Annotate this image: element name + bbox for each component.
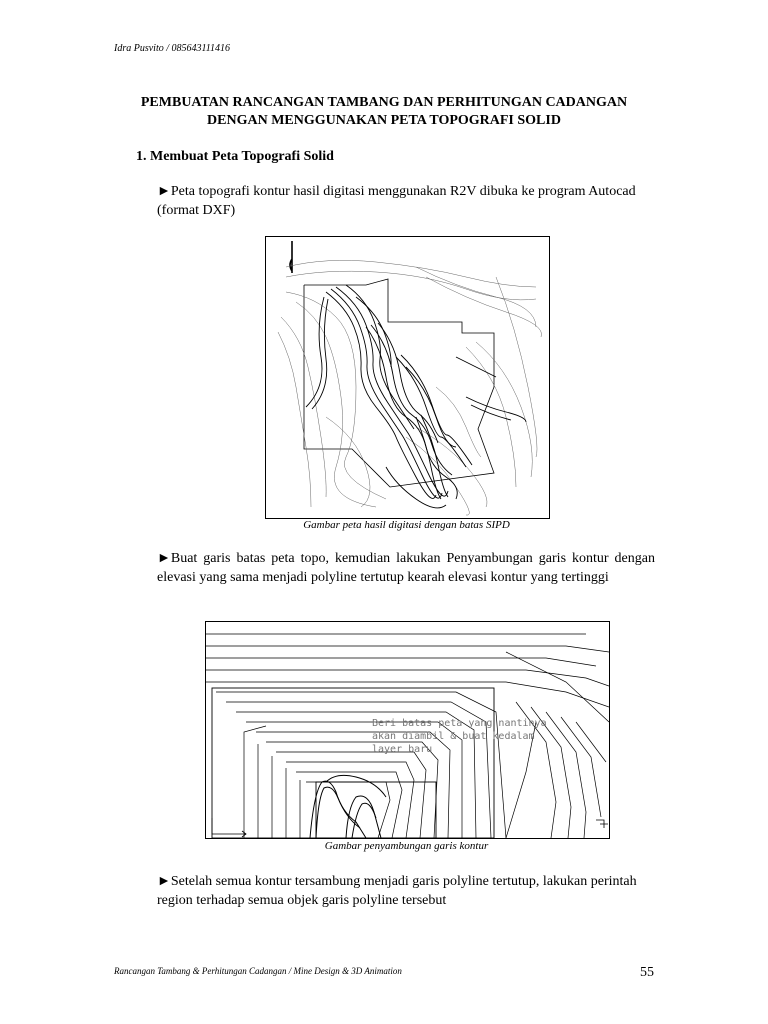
section-heading: 1. Membuat Peta Topografi Solid — [136, 149, 334, 164]
paragraph-3: ►Setelah semua kontur tersambung menjadi garis polyline tertutup, lakukan perintah region terhadap semua objek garis polyline tersebut — [157, 874, 637, 908]
page-title — [100, 94, 668, 130]
page-title-line-1: PEMBUATAN RANCANGAN TAMBANG DAN PERHITUNGAN CADANGAN — [140, 95, 628, 110]
figure-1-caption: Gambar peta hasil digitasi dengan batas SIPD — [303, 519, 510, 531]
digitized-map-drawing — [266, 237, 549, 518]
annotation-line-1: Beri batas peta yang nantinya — [372, 718, 547, 729]
paragraph-1: ►Peta topografi kontur hasil digitasi menggunakan R2V dibuka ke program Autocad (format DXF) — [157, 184, 636, 218]
annotation-line-3: layer baru — [372, 744, 433, 755]
figure-contour-joining — [205, 621, 610, 839]
figure-digitized-map — [265, 236, 550, 519]
footer-text: Rancangan Tambang & Perhitungan Cadangan / Mine Design & 3D Animation — [114, 966, 402, 976]
annotation-line-2: akan diambil & buat kedalam — [372, 731, 535, 742]
page-title-line-2: DENGAN MENGGUNAKAN PETA TOPOGRAFI SOLID — [207, 113, 561, 128]
paragraph-2: ►Buat garis batas peta topo, kemudian lakukan Penyambungan garis kontur dengan elevasi yang sama menjadi polyline tertutup kearah elevasi kontur yang tertinggi — [157, 551, 655, 585]
page-number: 55 — [640, 965, 654, 980]
figure-2-caption: Gambar penyambungan garis kontur — [324, 840, 489, 852]
header-author-line: Idra Pusvito / 085643111416 — [114, 43, 231, 54]
contour-joining-drawing — [206, 622, 609, 838]
